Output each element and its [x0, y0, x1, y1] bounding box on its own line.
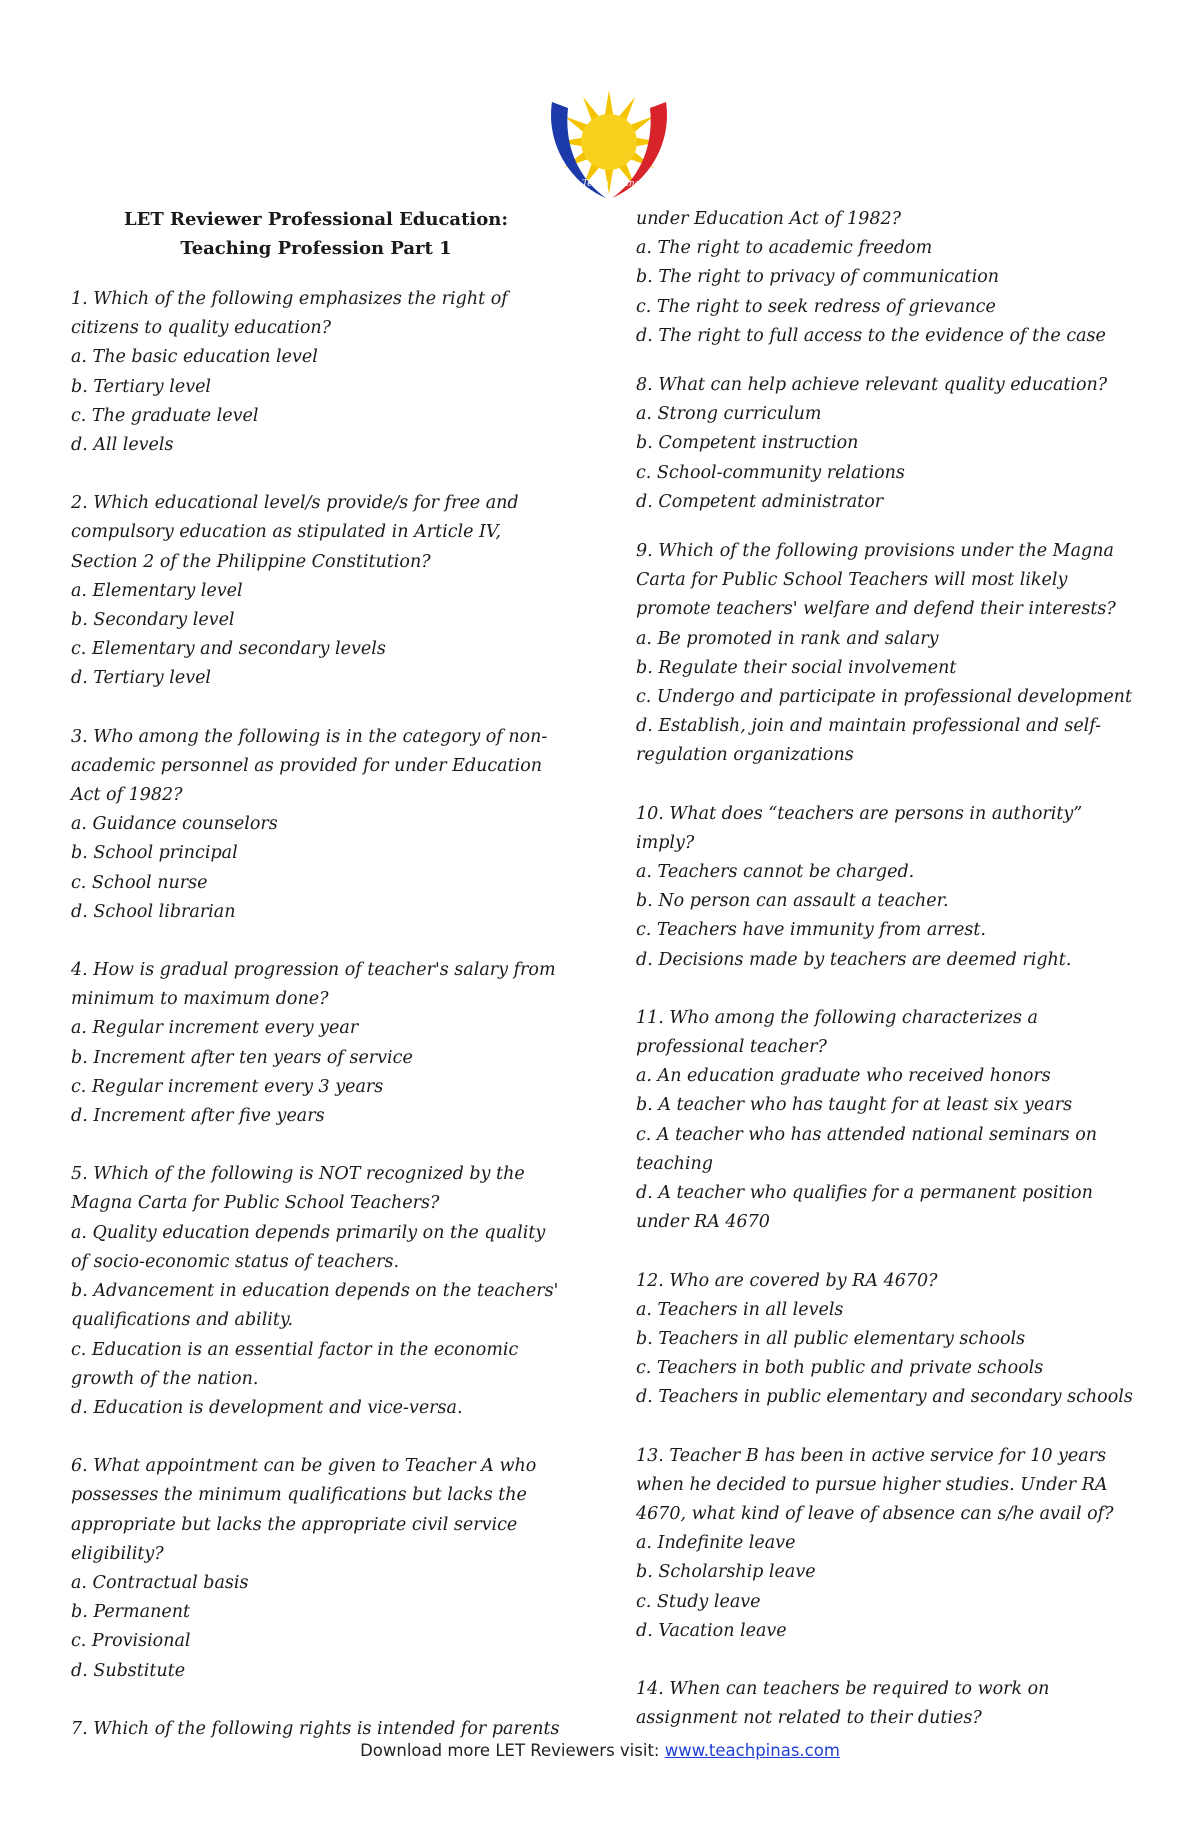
- choice-list: [71, 343, 561, 460]
- choice-item: b. Scholarship leave: [636, 1562, 816, 1583]
- question-block-7-continued: [636, 205, 1146, 351]
- question-block: [636, 800, 1146, 975]
- choice-item: d. Substitute: [71, 1660, 186, 1681]
- choice-item: a. Quality education depends primarily on the quality of socio-economic status of teachers.: [71, 1222, 546, 1272]
- choice-item: d. Teachers in public elementary and secondary schools: [636, 1387, 1133, 1408]
- svg-text:Teach: Teach: [582, 179, 609, 189]
- question-block: [71, 1452, 561, 1686]
- question-block: [71, 1160, 561, 1423]
- choice-item: b. Increment after ten years of service: [71, 1047, 413, 1068]
- document-title: [71, 205, 561, 263]
- teachpinas-logo: [538, 82, 680, 204]
- choice-item: d. Education is development and vice-versa.: [71, 1397, 463, 1418]
- choice-item: c. Elementary and secondary levels: [71, 639, 386, 660]
- choice-item: d. Competent administrator: [636, 491, 884, 512]
- question-text: 11. Who among the following characterizes a professional teacher?: [636, 1007, 1038, 1058]
- choice-item: c. The right to seek redress of grievance: [636, 296, 996, 317]
- question-block: [71, 956, 561, 1131]
- choice-item: c. Teachers have immunity from arrest.: [636, 920, 986, 941]
- question-text: 10. What does “teachers are persons in authority” imply?: [636, 803, 1083, 853]
- question-block: [71, 285, 561, 460]
- choice-item: c. The graduate level: [71, 405, 259, 426]
- right-column: [636, 205, 1146, 1762]
- question-text: 8. What can help achieve relevant quality education?: [636, 375, 1108, 396]
- choice-item: c. School nurse: [71, 872, 208, 893]
- choice-list: [71, 1014, 561, 1131]
- choice-item: b. Permanent: [71, 1602, 190, 1623]
- choice-item: d. School librarian: [71, 901, 236, 922]
- question-text: 3. Who among the following is in the category of non-academic personnel as provided for under Education Act of 1982?: [71, 726, 548, 806]
- question-7-choices: [636, 234, 1146, 351]
- title-line-2: Teaching Profession Part 1: [180, 238, 452, 259]
- question-block: [636, 1004, 1146, 1238]
- choice-item: a. Teachers cannot be charged.: [636, 862, 915, 883]
- question-text: 13. Teacher B has been in active service for 10 years when he decided to pursue higher studies. Under RA 4670, what kind of leave of absence can s/he avail of?: [636, 1445, 1114, 1524]
- choice-item: b. School principal: [71, 843, 238, 864]
- title-line-1: LET Reviewer Professional Education:: [124, 209, 508, 230]
- choice-item: a. The right to academic freedom: [636, 238, 933, 259]
- choice-item: b. The right to privacy of communication: [636, 267, 999, 288]
- choice-item: d. The right to full access to the evidence of the case: [636, 325, 1106, 346]
- question-7-start: 7. Which of the following rights is intended for parents: [71, 1718, 560, 1739]
- choice-item: b. Tertiary level: [71, 376, 212, 397]
- question-text: 6. What appointment can be given to Teacher A who possesses the minimum qualifications but lacks the appropriate but lacks the appropriate civil service eligibility?: [71, 1456, 537, 1564]
- footer: [0, 1741, 1200, 1760]
- choice-item: b. Competent instruction: [636, 433, 859, 454]
- choice-item: d. Vacation leave: [636, 1620, 787, 1641]
- footer-link[interactable]: www.teachpinas.com: [664, 1741, 840, 1760]
- question-text: 9. Which of the following provisions under the Magna Carta for Public School Teachers will most likely promote teachers' welfare and defend their interests?: [636, 541, 1116, 620]
- left-column: [71, 205, 561, 1744]
- choice-list: [636, 1062, 1146, 1237]
- svg-text:Pinas: Pinas: [620, 179, 645, 189]
- question-text: 1. Which of the following emphasizes the right of citizens to quality education?: [71, 289, 508, 339]
- question-text: 2. Which educational level/s provide/s for free and compulsory education as stipulated in Article IV, Section 2 of the Philippine Constitution?: [71, 493, 519, 572]
- left-question-list: [71, 285, 561, 1686]
- choice-item: a. Elementary level: [71, 580, 243, 601]
- choice-item: a. Indefinite leave: [636, 1533, 796, 1554]
- question-block: [71, 489, 561, 693]
- choice-list: [636, 400, 1146, 517]
- choice-item: d. Increment after five years: [71, 1106, 325, 1127]
- choice-item: b. A teacher who has taught for at least six years: [636, 1095, 1073, 1116]
- choice-list: [636, 1296, 1146, 1413]
- choice-item: b. No person can assault a teacher.: [636, 891, 949, 912]
- choice-item: a. Strong curriculum: [636, 404, 822, 425]
- question-block: [636, 1267, 1146, 1413]
- question-text: 14. When can teachers be required to work on assignment not related to their duties?: [636, 1678, 1050, 1729]
- choice-list: [71, 577, 561, 694]
- question-text: 12. Who are covered by RA 4670?: [636, 1270, 938, 1291]
- footer-text: Download more LET Reviewers visit:: [360, 1741, 665, 1760]
- choice-list: [71, 1569, 561, 1686]
- choice-list: [71, 1219, 561, 1423]
- choice-item: c. A teacher who has attended national seminars on teaching: [636, 1124, 1098, 1174]
- choice-item: a. Contractual basis: [71, 1572, 249, 1593]
- question-text: 5. Which of the following is NOT recognized by the Magna Carta for Public School Teachers?: [71, 1164, 525, 1214]
- choice-item: d. Establish, join and maintain professional and self-regulation organizations: [636, 716, 1102, 766]
- right-question-list: [636, 371, 1146, 1733]
- choice-item: a. The basic education level: [71, 347, 318, 368]
- choice-item: a. An education graduate who received honors: [636, 1066, 1051, 1087]
- choice-item: c. Provisional: [71, 1631, 191, 1652]
- question-7-continued: under Education Act of 1982?: [636, 209, 902, 229]
- choice-item: c. Education is an essential factor in the economic growth of the nation.: [71, 1339, 519, 1389]
- choice-list: [636, 1529, 1146, 1646]
- choice-item: d. A teacher who qualifies for a permanent position under RA 4670: [636, 1183, 1093, 1233]
- sun-icon: [557, 90, 661, 194]
- choice-item: d. All levels: [71, 435, 174, 456]
- choice-item: d. Tertiary level: [71, 668, 212, 689]
- question-block: [636, 371, 1146, 517]
- choice-item: a. Be promoted in rank and salary: [636, 628, 939, 649]
- choice-list: [636, 625, 1146, 771]
- choice-item: c. School-community relations: [636, 462, 905, 483]
- question-block: [636, 537, 1146, 771]
- choice-item: a. Teachers in all levels: [636, 1299, 844, 1320]
- choice-item: a. Guidance counselors: [71, 814, 278, 835]
- question-block: [636, 1675, 1146, 1733]
- choice-item: b. Secondary level: [71, 610, 235, 631]
- choice-list: [71, 810, 561, 927]
- choice-item: a. Regular increment every year: [71, 1018, 359, 1039]
- question-block: [71, 723, 561, 927]
- question-text: 4. How is gradual progression of teacher's salary from minimum to maximum done?: [71, 960, 556, 1010]
- choice-item: b. Teachers in all public elementary schools: [636, 1328, 1026, 1349]
- choice-item: b. Regulate their social involvement: [636, 657, 957, 678]
- choice-list: [636, 858, 1146, 975]
- choice-item: c. Study leave: [636, 1591, 761, 1612]
- choice-item: c. Undergo and participate in professional development: [636, 687, 1132, 708]
- question-block: [636, 1442, 1146, 1646]
- choice-item: c. Regular increment every 3 years: [71, 1076, 384, 1097]
- choice-item: c. Teachers in both public and private schools: [636, 1358, 1044, 1379]
- choice-item: b. Advancement in education depends on the teachers' qualifications and ability.: [71, 1281, 559, 1331]
- choice-item: d. Decisions made by teachers are deemed right.: [636, 949, 1072, 970]
